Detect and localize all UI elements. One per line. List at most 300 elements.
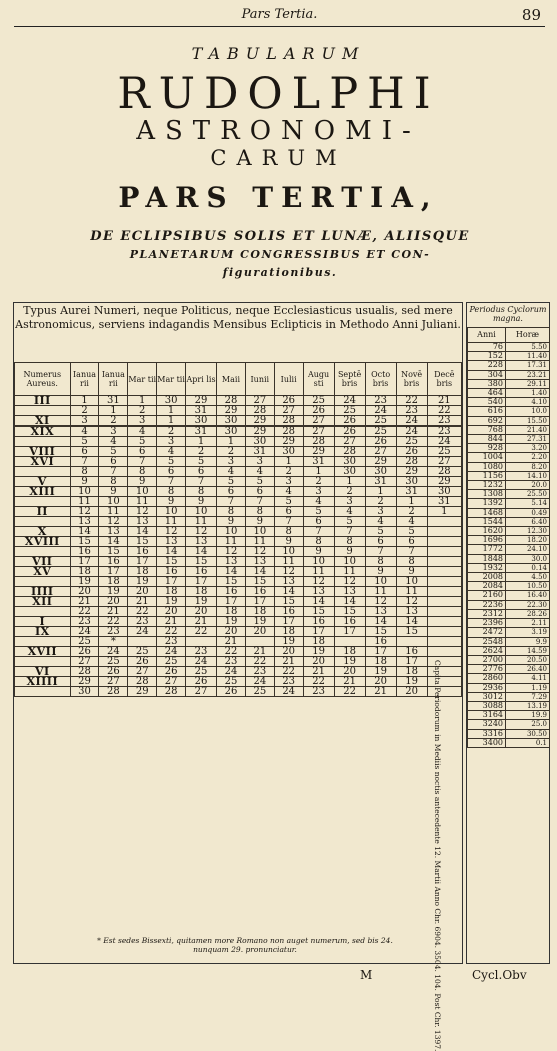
cycle-year-cell: 3316 xyxy=(468,729,506,738)
day-cell: 13 xyxy=(303,587,334,597)
day-cell: 27 xyxy=(427,457,461,467)
cycle-year-cell: 228 xyxy=(468,361,506,370)
cycle-hours-cell: 30.0 xyxy=(506,554,550,563)
column-header: Iunii xyxy=(245,363,274,396)
day-cell: 15 xyxy=(303,607,334,617)
day-cell: 27 xyxy=(99,677,128,687)
day-cell: 1 xyxy=(217,437,246,447)
day-cell: 9 xyxy=(99,487,128,497)
cycle-year-cell: 464 xyxy=(468,389,506,398)
day-cell: 29 xyxy=(245,427,274,437)
cycle-hours-cell: 5.50 xyxy=(506,343,550,352)
day-cell: 19 xyxy=(245,617,274,627)
cycle-hours-cell: 2.11 xyxy=(506,619,550,628)
day-cell: 21 xyxy=(274,657,303,667)
day-cell: 2 xyxy=(334,487,365,497)
title-astronomi: ASTRONOMI- xyxy=(136,116,421,146)
table-row xyxy=(15,467,462,477)
day-cell: 4 xyxy=(365,517,396,527)
day-cell: 12 xyxy=(157,527,186,537)
day-cell: 1 xyxy=(303,467,334,477)
golden-number-cell: IIII xyxy=(15,587,71,597)
cycle-row xyxy=(468,379,550,388)
day-cell: 18 xyxy=(365,657,396,667)
day-cell: 24 xyxy=(427,437,461,447)
day-cell: 9 xyxy=(396,567,427,577)
day-cell: 17 xyxy=(70,557,99,567)
cycle-hours-cell: 19.9 xyxy=(506,711,550,720)
cycle-year-cell: 540 xyxy=(468,398,506,407)
day-cell: 17 xyxy=(186,577,217,587)
day-cell: 12 xyxy=(99,517,128,527)
day-cell: 20 xyxy=(245,627,274,637)
day-cell: 24 xyxy=(99,647,128,657)
day-cell: 28 xyxy=(217,396,246,406)
day-cell: 7 xyxy=(303,527,334,537)
day-cell: 19 xyxy=(217,617,246,627)
day-cell: 4 xyxy=(157,447,186,457)
day-cell: 12 xyxy=(217,547,246,557)
day-cell: 16 xyxy=(157,567,186,577)
cycle-row xyxy=(468,582,550,591)
day-cell: 25 xyxy=(365,427,396,437)
cycle-hours-cell: 15.50 xyxy=(506,416,550,425)
day-cell: 19 xyxy=(99,587,128,597)
cycle-hours-cell: 27.31 xyxy=(506,435,550,444)
column-header: Octo bris xyxy=(365,363,396,396)
column-header: Ianua rii xyxy=(99,363,128,396)
day-cell: 13 xyxy=(99,527,128,537)
day-cell: 10 xyxy=(334,557,365,567)
day-cell: 27 xyxy=(157,677,186,687)
cycle-year-cell: 2396 xyxy=(468,619,506,628)
day-cell: 20 xyxy=(186,607,217,617)
cycle-hours-cell: 28.26 xyxy=(506,609,550,618)
day-cell: 4 xyxy=(245,467,274,477)
cycle-year-cell: 1620 xyxy=(468,527,506,536)
day-cell xyxy=(427,537,461,547)
day-cell: 18 xyxy=(396,667,427,677)
day-cell: 23 xyxy=(396,406,427,416)
cycle-header-row xyxy=(468,328,550,343)
day-cell: 9 xyxy=(186,497,217,507)
day-cell: 5 xyxy=(128,437,157,447)
running-head-title: Pars Tertia. xyxy=(241,7,318,22)
column-header: Numerus Aureus. xyxy=(15,363,71,396)
day-cell: 14 xyxy=(99,537,128,547)
day-cell: 7 xyxy=(157,477,186,487)
cycle-year-cell: 152 xyxy=(468,352,506,361)
day-cell: 16 xyxy=(217,587,246,597)
table-row xyxy=(15,677,462,687)
title-tabularum: TABULARUM xyxy=(191,44,366,63)
day-cell: 30 xyxy=(186,416,217,426)
golden-number-cell: V xyxy=(15,477,71,487)
cycle-hours-cell: 1.19 xyxy=(506,683,550,692)
cycle-row xyxy=(468,407,550,416)
day-cell: 6 xyxy=(245,487,274,497)
day-cell: 29 xyxy=(186,396,217,406)
cycle-year-cell: 2548 xyxy=(468,637,506,646)
day-cell: 2 xyxy=(70,406,99,416)
day-cell: 1 xyxy=(99,406,128,416)
cycle-row xyxy=(468,453,550,462)
day-cell: 9 xyxy=(245,517,274,527)
day-cell xyxy=(427,527,461,537)
day-cell: 26 xyxy=(217,687,246,697)
day-cell: 11 xyxy=(99,507,128,517)
day-cell: 10 xyxy=(128,487,157,497)
table-row xyxy=(15,687,462,697)
cycle-row xyxy=(468,573,550,582)
cycle-row xyxy=(468,370,550,379)
day-cell: 12 xyxy=(303,577,334,587)
day-cell: 18 xyxy=(245,607,274,617)
day-cell: 10 xyxy=(245,527,274,537)
cycle-row xyxy=(468,499,550,508)
cycle-hours-cell: 10.50 xyxy=(506,582,550,591)
golden-number-cell: XVII xyxy=(15,647,71,657)
day-cell: 3 xyxy=(157,437,186,447)
cycle-row xyxy=(468,692,550,701)
day-cell: 15 xyxy=(217,577,246,587)
day-cell: 22 xyxy=(274,667,303,677)
table-row xyxy=(15,607,462,617)
day-cell: 26 xyxy=(274,396,303,406)
day-cell: 8 xyxy=(128,467,157,477)
day-cell: 25 xyxy=(365,416,396,426)
table-row xyxy=(15,637,462,647)
day-cell: 25 xyxy=(157,657,186,667)
cycle-hours-cell: 0.14 xyxy=(506,563,550,572)
day-cell: 15 xyxy=(245,577,274,587)
day-cell: 14 xyxy=(217,567,246,577)
golden-number-cell: XIIII xyxy=(15,677,71,687)
table-row xyxy=(15,487,462,497)
day-cell: 14 xyxy=(334,597,365,607)
day-cell: 9 xyxy=(128,477,157,487)
day-cell: 2 xyxy=(303,477,334,487)
day-cell: 23 xyxy=(427,427,461,437)
cycle-row xyxy=(468,508,550,517)
cycle-year-cell: 3088 xyxy=(468,701,506,710)
running-head xyxy=(14,6,545,27)
cycle-hours-cell: 13.19 xyxy=(506,701,550,710)
cycle-hours-cell: 10.0 xyxy=(506,407,550,416)
day-cell: 25 xyxy=(334,406,365,416)
day-cell: 18 xyxy=(186,587,217,597)
day-cell: 30 xyxy=(396,477,427,487)
table-row xyxy=(15,577,462,587)
cycle-header-anni: Anni xyxy=(468,328,506,343)
cycle-year-cell: 3400 xyxy=(468,738,506,747)
day-cell: 18 xyxy=(157,587,186,597)
cycle-hours-cell: 2.20 xyxy=(506,453,550,462)
day-cell: 20 xyxy=(217,627,246,637)
day-cell: 24 xyxy=(365,406,396,416)
cycle-year-cell: 2312 xyxy=(468,609,506,618)
day-cell: 19 xyxy=(70,577,99,587)
day-cell: 24 xyxy=(396,427,427,437)
day-cell: 15 xyxy=(396,627,427,637)
day-cell: 7 xyxy=(217,497,246,507)
day-cell: 4 xyxy=(70,427,99,437)
day-cell: 2 xyxy=(157,427,186,437)
day-cell: 5 xyxy=(157,457,186,467)
cycle-hours-cell: 18.20 xyxy=(506,536,550,545)
subtitle xyxy=(20,228,540,282)
day-cell: 30 xyxy=(427,487,461,497)
title-carum: CARUM xyxy=(210,146,347,170)
cycle-year-cell: 3012 xyxy=(468,692,506,701)
day-cell: 30 xyxy=(334,457,365,467)
day-cell xyxy=(427,607,461,617)
day-cell: 4 xyxy=(99,437,128,447)
cycle-row xyxy=(468,361,550,370)
golden-number-cell: IX xyxy=(15,627,71,637)
cycle-year-cell: 2160 xyxy=(468,591,506,600)
column-header: Maii xyxy=(217,363,246,396)
day-cell: 30 xyxy=(334,467,365,477)
day-cell: 23 xyxy=(186,647,217,657)
day-cell: 7 xyxy=(99,467,128,477)
day-cell: 3 xyxy=(99,427,128,437)
cycle-row xyxy=(468,683,550,692)
day-cell: 8 xyxy=(245,507,274,517)
day-cell: 13 xyxy=(365,607,396,617)
cycle-year-cell: 768 xyxy=(468,425,506,434)
day-cell: 31 xyxy=(365,477,396,487)
day-cell: 20 xyxy=(157,607,186,617)
day-cell: 5 xyxy=(274,497,303,507)
day-cell: 13 xyxy=(334,587,365,597)
day-cell: 12 xyxy=(128,507,157,517)
day-cell: 1 xyxy=(128,396,157,406)
day-cell: 8 xyxy=(334,537,365,547)
day-cell: 4 xyxy=(303,497,334,507)
day-cell: 12 xyxy=(186,527,217,537)
day-cell: 6 xyxy=(217,487,246,497)
day-cell: 11 xyxy=(245,537,274,547)
day-cell: 1 xyxy=(396,497,427,507)
table-row xyxy=(15,647,462,657)
cycle-year-cell: 1004 xyxy=(468,453,506,462)
golden-number-cell: I xyxy=(15,617,71,627)
golden-number-cell: VIII xyxy=(15,447,71,457)
cycle-row xyxy=(468,637,550,646)
day-cell: 2 xyxy=(99,416,128,426)
day-cell: 2 xyxy=(217,447,246,457)
day-cell: 27 xyxy=(303,416,334,426)
day-cell: 26 xyxy=(128,657,157,667)
day-cell: 22 xyxy=(128,607,157,617)
cycle-hours-cell: 26.40 xyxy=(506,665,550,674)
day-cell: 19 xyxy=(157,597,186,607)
day-cell: 25 xyxy=(245,687,274,697)
day-cell: 27 xyxy=(334,437,365,447)
day-cell: 4 xyxy=(274,487,303,497)
day-cell: 31 xyxy=(245,447,274,457)
day-cell: 14 xyxy=(128,527,157,537)
cycle-row xyxy=(468,462,550,471)
day-cell: 18 xyxy=(303,637,334,647)
day-cell: 7 xyxy=(396,547,427,557)
day-cell: 14 xyxy=(245,567,274,577)
day-cell: 13 xyxy=(186,537,217,547)
day-cell: 16 xyxy=(274,607,303,617)
day-cell: 30 xyxy=(217,416,246,426)
day-cell: 1 xyxy=(365,487,396,497)
day-cell: 22 xyxy=(334,687,365,697)
day-cell: 11 xyxy=(70,497,99,507)
day-cell: 27 xyxy=(245,396,274,406)
day-cell: 15 xyxy=(128,537,157,547)
day-cell: 28 xyxy=(99,687,128,697)
day-cell: 24 xyxy=(396,416,427,426)
day-cell: 22 xyxy=(427,406,461,416)
day-cell: 8 xyxy=(186,487,217,497)
day-cell: 29 xyxy=(128,687,157,697)
cycle-row xyxy=(468,481,550,490)
day-cell: 5 xyxy=(396,527,427,537)
golden-number-cell: II xyxy=(15,507,71,517)
day-cell: 5 xyxy=(99,447,128,457)
day-cell: 28 xyxy=(396,457,427,467)
day-cell: 18 xyxy=(217,607,246,617)
day-cell xyxy=(427,557,461,567)
table-row xyxy=(15,447,462,457)
day-cell: 31 xyxy=(186,427,217,437)
day-cell: 24 xyxy=(334,396,365,406)
table-row xyxy=(15,597,462,607)
cycle-hours-cell: 8.20 xyxy=(506,462,550,471)
day-cell: 21 xyxy=(245,647,274,657)
day-cell: 14 xyxy=(396,617,427,627)
cycle-year-cell: 3240 xyxy=(468,720,506,729)
day-cell: 22 xyxy=(245,657,274,667)
day-cell: 21 xyxy=(217,637,246,647)
day-cell: 12 xyxy=(70,507,99,517)
day-cell: 13 xyxy=(245,557,274,567)
day-cell: 2 xyxy=(365,497,396,507)
table-row xyxy=(15,627,462,637)
day-cell xyxy=(427,627,461,637)
cycle-year-cell: 76 xyxy=(468,343,506,352)
day-cell: 30 xyxy=(365,467,396,477)
day-cell: 15 xyxy=(70,537,99,547)
day-cell: 13 xyxy=(128,517,157,527)
day-cell: 16 xyxy=(303,617,334,627)
day-cell: 30 xyxy=(70,687,99,697)
day-cell: 15 xyxy=(99,547,128,557)
day-cell: 2 xyxy=(274,467,303,477)
day-cell: 7 xyxy=(334,527,365,537)
cycle-row xyxy=(468,517,550,526)
cycle-year-cell: 692 xyxy=(468,416,506,425)
day-cell: 11 xyxy=(365,587,396,597)
cycle-row xyxy=(468,536,550,545)
day-cell: 20 xyxy=(365,677,396,687)
day-cell: 6 xyxy=(99,457,128,467)
day-cell: 21 xyxy=(99,607,128,617)
day-cell: 17 xyxy=(128,557,157,567)
day-cell: 4 xyxy=(396,517,427,527)
day-cell: 23 xyxy=(427,416,461,426)
table-row xyxy=(15,406,462,416)
day-cell: 19 xyxy=(186,597,217,607)
day-cell xyxy=(427,617,461,627)
day-cell xyxy=(427,567,461,577)
cycle-year-cell: 2776 xyxy=(468,665,506,674)
day-cell: 30 xyxy=(157,396,186,406)
day-cell: 30 xyxy=(274,447,303,457)
day-cell: 28 xyxy=(245,406,274,416)
day-cell: 17 xyxy=(99,567,128,577)
day-cell: 8 xyxy=(99,477,128,487)
day-cell: 26 xyxy=(186,677,217,687)
cycle-row xyxy=(468,545,550,554)
title-pars-tertia: PARS TERTIA, xyxy=(118,181,439,214)
day-cell: 29 xyxy=(303,447,334,457)
golden-number-cell: XIII xyxy=(15,487,71,497)
day-cell xyxy=(427,597,461,607)
cycle-year-cell: 928 xyxy=(468,444,506,453)
day-cell: 22 xyxy=(70,607,99,617)
day-cell: 8 xyxy=(365,557,396,567)
day-cell: 10 xyxy=(217,527,246,537)
cycle-hours-cell: 14.59 xyxy=(506,646,550,655)
table-row xyxy=(15,657,462,667)
golden-number-cell xyxy=(15,687,71,697)
cycle-table-body xyxy=(468,343,550,748)
day-cell: 2 xyxy=(128,406,157,416)
table-row xyxy=(15,567,462,577)
cycle-row xyxy=(468,591,550,600)
table-footnote: * Est sedes Bissexti, quitamen more Romano non auget numerum, sed bis 24. nunquam 29. pronunciatur. xyxy=(97,936,393,954)
cycle-year-cell: 304 xyxy=(468,370,506,379)
day-cell: 16 xyxy=(396,647,427,657)
cycle-year-cell: 2624 xyxy=(468,646,506,655)
day-cell: 14 xyxy=(70,527,99,537)
cycle-row xyxy=(468,389,550,398)
day-cell: 20 xyxy=(303,657,334,667)
catchword: Cycl.Obv xyxy=(472,968,527,982)
day-cell: 28 xyxy=(157,687,186,697)
cycle-year-cell: 1544 xyxy=(468,517,506,526)
cycle-row xyxy=(468,600,550,609)
cycle-hours-cell: 20.0 xyxy=(506,481,550,490)
cycle-row xyxy=(468,619,550,628)
day-cell: 3 xyxy=(217,457,246,467)
day-cell: 5 xyxy=(245,477,274,487)
day-cell: 16 xyxy=(128,547,157,557)
day-cell: 17 xyxy=(396,657,427,667)
page-number: 89 xyxy=(521,6,541,24)
day-cell: 28 xyxy=(303,437,334,447)
day-cell: 7 xyxy=(245,497,274,507)
day-cell: 11 xyxy=(274,557,303,567)
day-cell: 7 xyxy=(70,457,99,467)
side-note-text: Capita Periodorum in Mediis noctis antecedente 12. Martii Anno Chr. 6904. 3504. 104. Post Chr. 1397. xyxy=(433,660,442,1051)
day-cell: 11 xyxy=(303,567,334,577)
day-cell: 5 xyxy=(334,517,365,527)
day-cell: 31 xyxy=(186,406,217,416)
golden-number-cell: XV xyxy=(15,567,71,577)
subtitle-line-1: DE ECLIPSIBUS SOLIS ET LUNÆ, ALIISQUE xyxy=(90,229,470,244)
day-cell: 9 xyxy=(70,477,99,487)
day-cell: 14 xyxy=(157,547,186,557)
table-row xyxy=(15,497,462,507)
